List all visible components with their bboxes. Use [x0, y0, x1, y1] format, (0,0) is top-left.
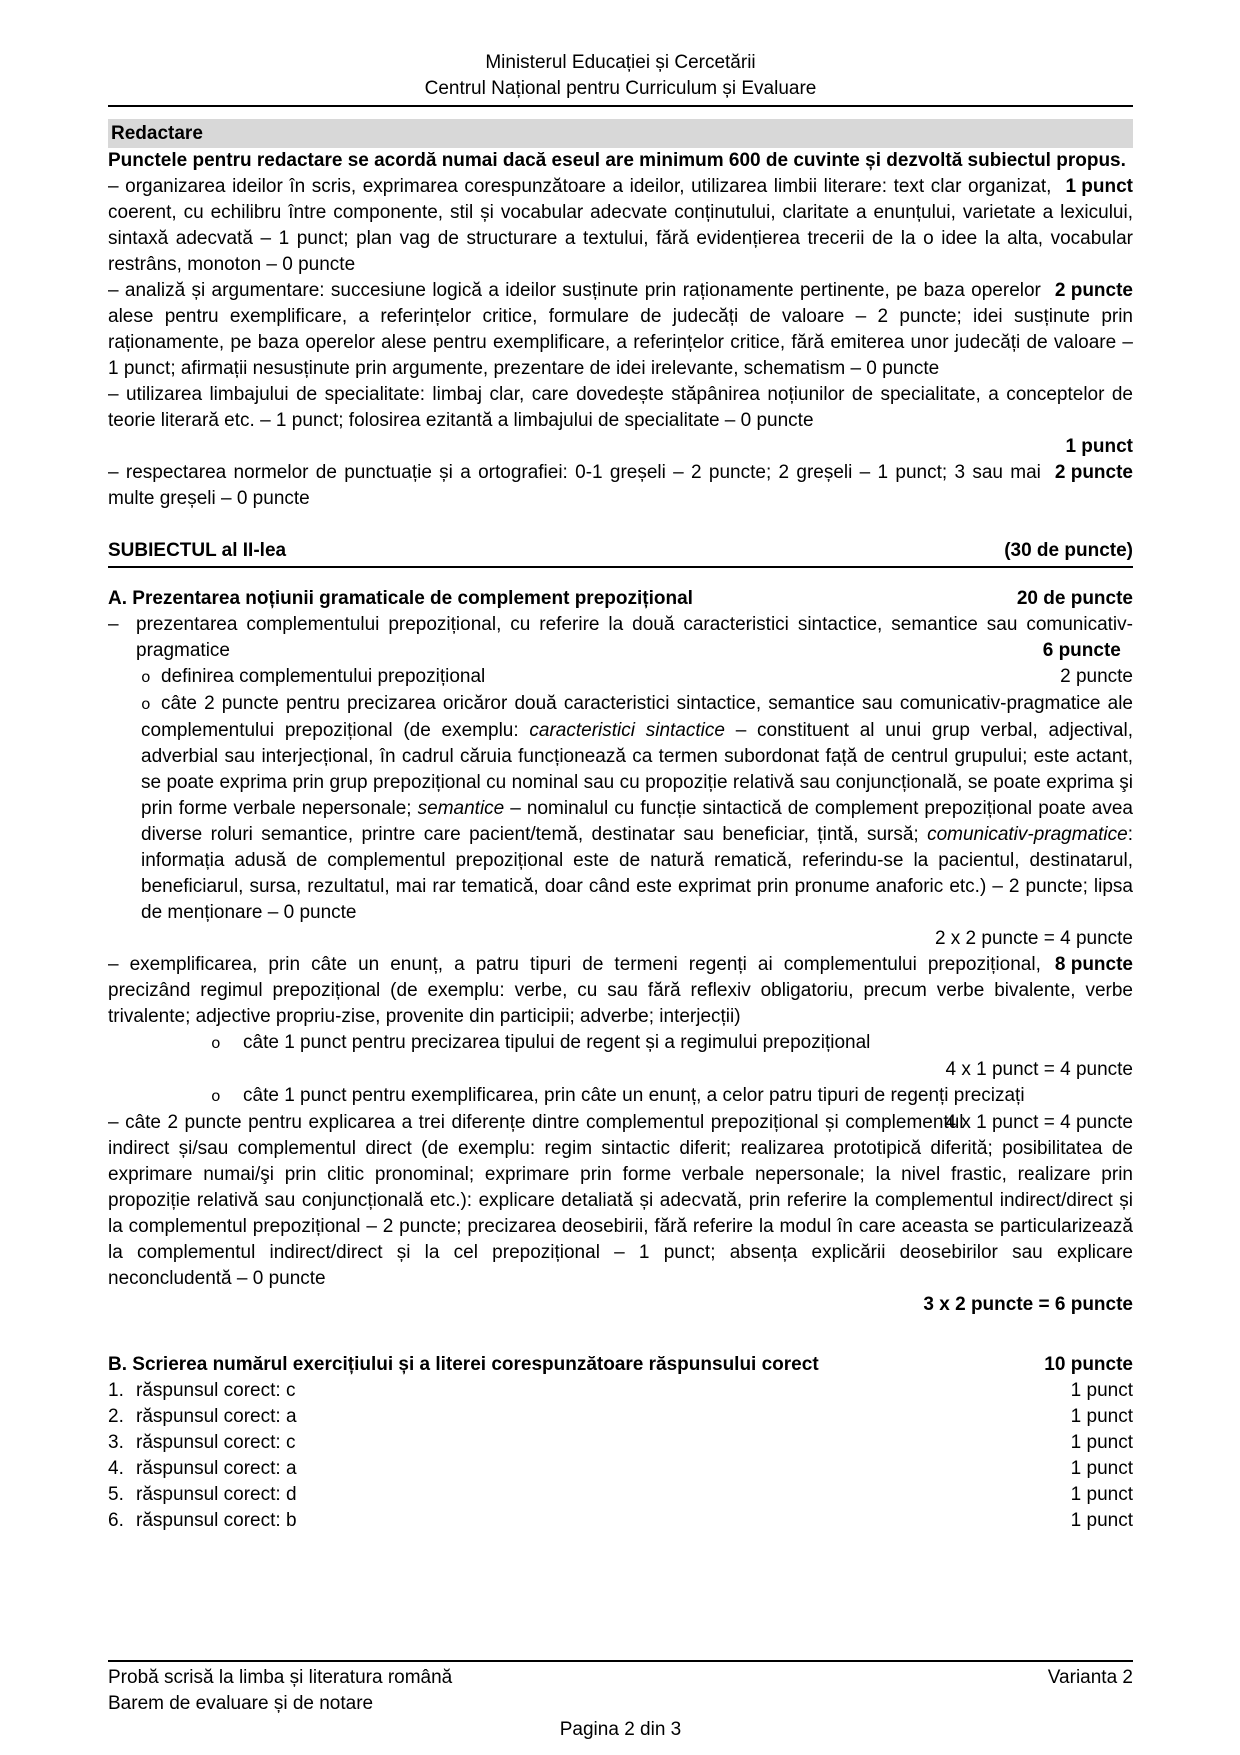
redactare-heading: Redactare: [108, 119, 1133, 148]
answer-score: 1 punct: [1070, 1484, 1133, 1505]
a-sub-definirea: [108, 664, 1133, 691]
criterion-organizare-text: – organizarea ideilor în scris, exprimarea corespunzătoare a ideilor, utilizarea limbii literare: text clar organizat, coerent, cu echilibru între componente, stil și vocabular adecvate conținutului, claritate a enunțului, varietate a lexicului, sintaxă adecvată – 1 punct; plan vag de structurare a textului, fără evidențierea trecerii de la o idee la alta, vocabular restrâns, monoton – 0 puncte: [108, 176, 1133, 275]
a-sub-caracteristici: [108, 691, 1133, 926]
a-sub-exemplificarea-regenti: [108, 1083, 1133, 1133]
a-item-exemplificarea: [108, 952, 1133, 1030]
answer-text: răspunsul corect: c: [136, 1380, 296, 1401]
criterion-punctuatie-score: 2 puncte: [1054, 462, 1133, 483]
a-item-prezentarea: [108, 612, 1133, 664]
answer-number: 4.: [108, 1458, 124, 1479]
criterion-punctuatie-text: – respectarea normelor de punctuație și a ortografiei: 0-1 greșeli – 2 puncte; 2 greșeli – 1 punct; 3 sau mai multe greșeli – 0 puncte: [108, 462, 1041, 509]
answer-text: răspunsul corect: b: [136, 1510, 297, 1531]
section-b-heading: [108, 1352, 1133, 1378]
answer-score: 1 punct: [1070, 1406, 1133, 1427]
dash-mark: –: [108, 614, 119, 635]
bullet-mark: o: [141, 669, 151, 687]
a-sub-caracteristici-seg7: : informația adusă de complementul prepozițional este de natură rematică, referindu-se la pacientul, destinatarul, beneficiarul, sursa, rezultatul, mai rar tematică, doar când este exprimat prin pronume anaforic etc.) – 2 puncte; lipsa de menționare – 0 puncte: [141, 824, 1133, 923]
answer-number: 1.: [108, 1380, 124, 1401]
a-sub-caracteristici-seg3: – constituent al unui grup verbal, adjectival, adverbial sau interjecțional, în cadrul căruia funcționează ca termen subordonat față de centrul grupului; este actant, se poate exprima prin grup prepozițional cu nominal sau cu propoziție relativă sau conjuncțională, se poate exprima şi prin forme verbale nepersonale;: [141, 720, 1133, 819]
answer-row-4: [108, 1456, 1133, 1482]
answer-text: răspunsul corect: d: [136, 1484, 297, 1505]
ministry-line: Ministerul Educației și Cercetării: [485, 52, 756, 73]
a-item3-subtotal: 3 x 2 puncte = 6 puncte: [923, 1294, 1133, 1315]
a-item-prezentarea-score: 6 puncte: [1042, 640, 1121, 661]
answer-number: 5.: [108, 1484, 124, 1505]
footer-variant: Varianta 2: [1047, 1667, 1133, 1688]
answer-text: răspunsul corect: c: [136, 1432, 296, 1453]
criterion-analiza-text: – analiză și argumentare: succesiune logică a ideilor susținute prin raționamente pertinente, pe baza operelor alese pentru exemplificare, a referințelor critice, formulare de judecăți de valoare – 2 puncte; idei susținute prin raționamente, pe baza operelor alese pentru exemplificare, a referințelor critice, fără emiterea unor judecăți de valoare – 1 punct; afirmații nesusținute prin argumente, prezentare de idei irelevante, schematism – 0 puncte: [108, 280, 1133, 379]
section-a-points: 20 de puncte: [1016, 588, 1133, 609]
a-sub-precizarea-regent: [108, 1030, 1133, 1057]
answer-score: 1 punct: [1070, 1458, 1133, 1479]
subject-2-heading: [108, 538, 1133, 568]
page-footer: [108, 1660, 1133, 1743]
criterion-organizare-score: 1 punct: [1065, 176, 1133, 197]
a-item-exemplificarea-score: 8 puncte: [1054, 954, 1133, 975]
criterion-punctuatie: [108, 460, 1133, 512]
bullet-mark: o: [211, 1035, 221, 1053]
footer-exam-name: Probă scrisă la limba și literatura română: [108, 1667, 453, 1688]
answer-number: 2.: [108, 1406, 124, 1427]
a-sub-caracteristici-seg5: – nominalul cu funcție sintactică de complement prepozițional poate avea diverse roluri semantice, printre care pacient/temă, destinatar sau beneficiar, țintă, sursă;: [141, 798, 1133, 845]
a-item-prezentarea-text: prezentarea complementului prepozițional, cu referire la două caracteristici sintactice, semantice sau comunicativ-pragmatice: [136, 614, 1133, 661]
criterion-limbaj-score: 1 punct: [1065, 436, 1133, 457]
answer-row-1: [108, 1378, 1133, 1404]
a-sub-precizarea-regent-text: câte 1 punct pentru precizarea tipului de regent și a regimului prepozițional: [243, 1032, 871, 1053]
a-sub-definirea-score: 2 puncte: [1060, 666, 1133, 687]
a-item1-subtotal: 2 x 2 puncte = 4 puncte: [934, 928, 1133, 949]
criterion-limbaj-text: – utilizarea limbajului de specialitate: limbaj clar, care dovedește stăpânirea noțiunilor de specialitate, a conceptelor de teorie literară etc. – 1 punct; folosirea ezitantă a limbajului de specialitate – 0 puncte: [108, 384, 1133, 431]
a-item-explicarea-text: – câte 2 puncte pentru explicarea a trei diferențe dintre complementul prepozițional și complementul indirect și/sau complementul direct (de exemplu: regim sintactic diferit; realizarea prototipică diferită; posibilitatea de exprimare numai/şi prin clitic pronominal; exprimare prin forme verbale nepersonale; la nivel frastic, realizare prin propoziție relativă sau conjuncțională etc.): explicare detaliată și adecvată, prin referire la complementul indirect/direct și la complementul prepozițional – 2 puncte; precizarea deosebirii, fără referire la modul în care aceasta se particularizează la complementul indirect/direct și la cel prepozițional – 1 punct; absența explicării deosebirilor sau explicare neconcludentă – 0 puncte: [108, 1112, 1133, 1289]
answer-score: 1 punct: [1070, 1510, 1133, 1531]
answer-row-2: [108, 1404, 1133, 1430]
footer-doc-type: Barem de evaluare și de notare: [108, 1693, 374, 1714]
a-sub-caracteristici-seg2-italic: caracteristici sintactice: [529, 720, 725, 741]
answer-number: 3.: [108, 1432, 124, 1453]
criterion-analiza-score: 2 puncte: [1054, 280, 1133, 301]
subject-2-points: (30 de puncte): [1004, 540, 1133, 561]
answer-score: 1 punct: [1070, 1432, 1133, 1453]
section-a-title: A. Prezentarea noțiunii gramaticale de complement prepozițional: [108, 588, 693, 609]
answer-row-5: [108, 1482, 1133, 1508]
section-b-points: 10 puncte: [1044, 1354, 1133, 1375]
answer-number: 6.: [108, 1510, 124, 1531]
document-header: [108, 50, 1133, 102]
answer-score: 1 punct: [1070, 1380, 1133, 1401]
a-sub-caracteristici-seg1: câte 2 puncte pentru precizarea oricăror două caracteristici sintactice, semantice sau comunicativ-pragmatice ale complementului prepozițional (de exemplu:: [141, 693, 1133, 741]
answer-text: răspunsul corect: a: [136, 1406, 297, 1427]
criterion-analiza: [108, 278, 1133, 382]
criterion-limbaj: [108, 382, 1133, 434]
a-item2-sub2-subtotal: 4 x 1 punct = 4 puncte: [945, 1112, 1133, 1133]
section-a-heading: [108, 586, 1133, 612]
footer-divider: [108, 1660, 1133, 1662]
answer-row-3: [108, 1430, 1133, 1456]
section-b-title: B. Scrierea numărul exercițiului și a literei corespunzătoare răspunsului corect: [108, 1354, 819, 1375]
footer-page-number: Pagina 2 din 3: [559, 1719, 682, 1740]
answer-text: răspunsul corect: a: [136, 1458, 297, 1479]
a-item-explicarea: [108, 1110, 1133, 1292]
a-sub-caracteristici-seg6-italic: comunicativ-pragmatice: [927, 824, 1128, 845]
bullet-mark: o: [141, 696, 151, 714]
answer-row-6: [108, 1508, 1133, 1534]
header-divider: [108, 105, 1133, 107]
bullet-mark: o: [211, 1088, 221, 1106]
a-sub-definirea-text: definirea complementului prepozițional: [161, 666, 486, 687]
a-item-exemplificarea-text: – exemplificarea, prin câte un enunț, a patru tipuri de termeni regenți ai complementului prepozițional, precizând regimul prepozițional (de exemplu: verbe, cu sau fără reflexiv obligatoriu, precum verbe bivalente, verbe trivalente; adjective propriu-zise, provenite din participii; adverbe; interjecții): [108, 954, 1133, 1027]
subject-2-title: SUBIECTUL al II-lea: [108, 540, 287, 561]
a-item2-sub1-subtotal: 4 x 1 punct = 4 puncte: [945, 1059, 1133, 1080]
a-sub-caracteristici-seg4-italic: semantice: [417, 798, 505, 819]
center-line: Centrul Național pentru Curriculum și Evaluare: [424, 78, 817, 99]
redactare-intro: Punctele pentru redactare se acordă numai dacă eseul are minimum 600 de cuvinte și dezvoltă subiectul propus.: [108, 150, 1126, 171]
a-sub-exemplificarea-regenti-text: câte 1 punct pentru exemplificarea, prin câte un enunț, a celor patru tipuri de regenți precizați: [243, 1085, 1025, 1106]
criterion-organizare: [108, 174, 1133, 278]
footer-row-1: [108, 1665, 1133, 1691]
